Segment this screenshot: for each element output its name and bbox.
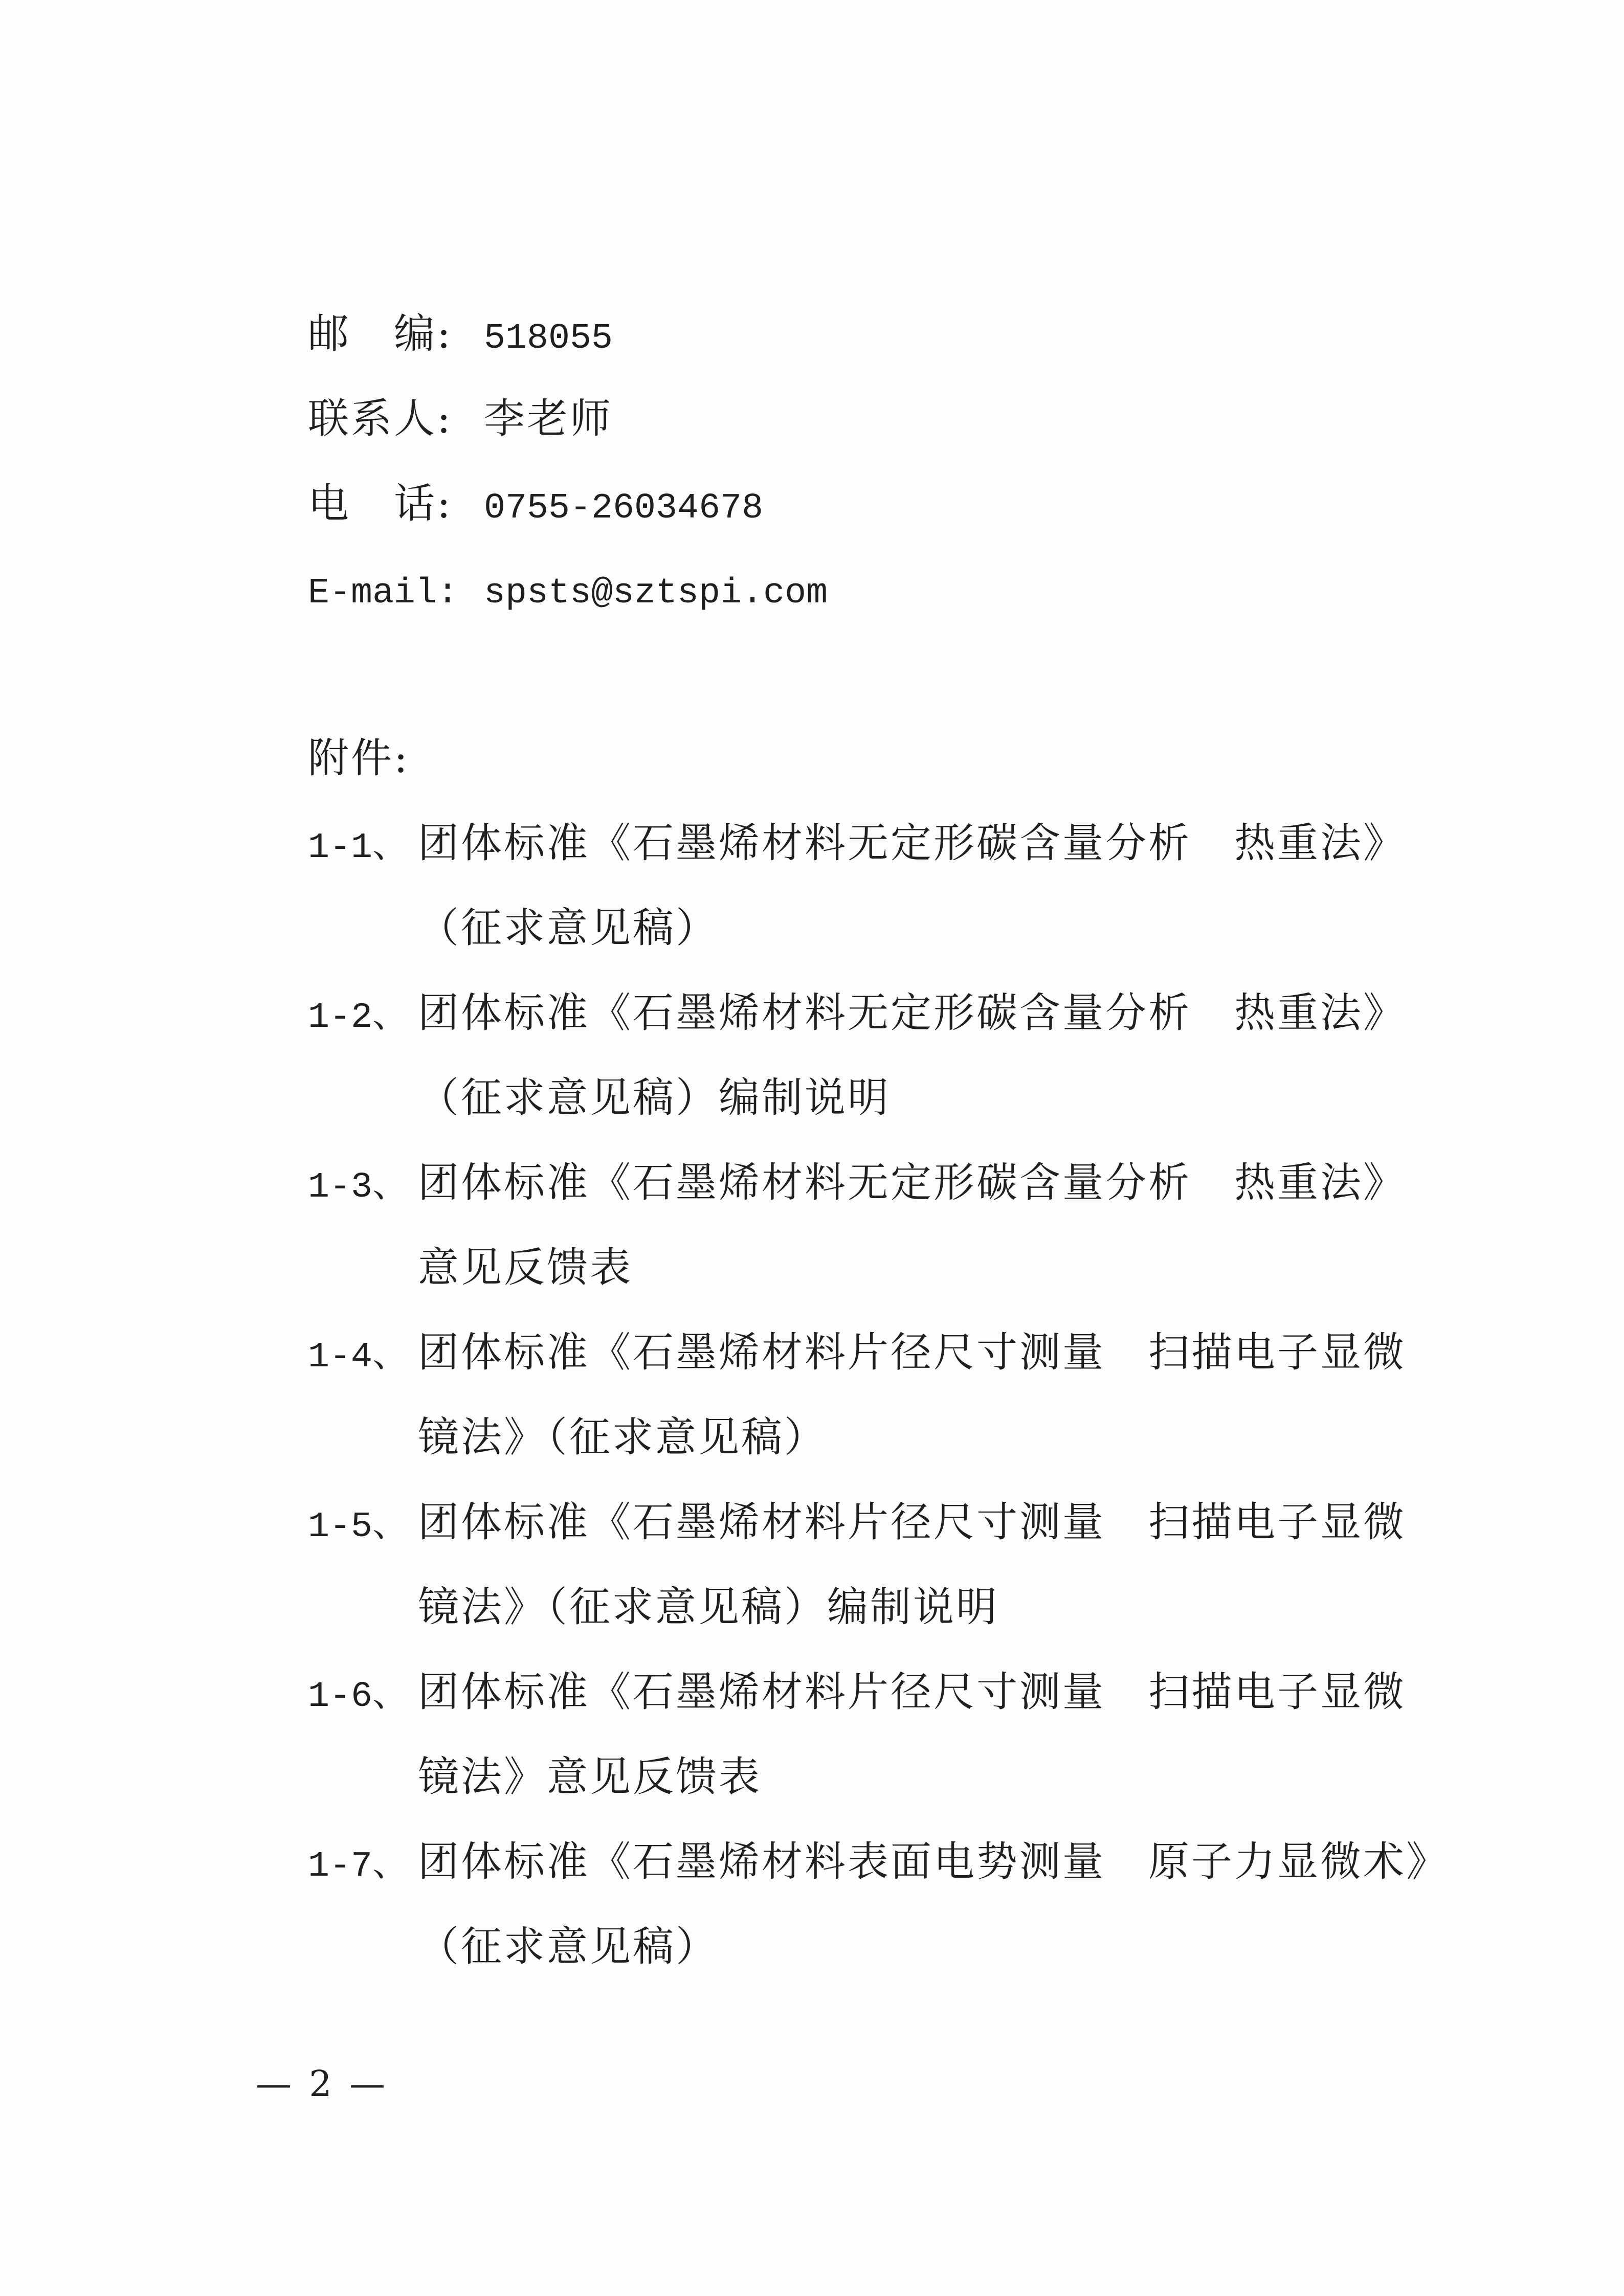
attachment-line-2: （征求意见稿）编制说明 — [418, 1074, 891, 1121]
attachment-line-2: 镜法》（征求意见稿）编制说明 — [418, 1583, 999, 1631]
email-value: spsts@sztspi.com — [484, 573, 828, 614]
attachment-line-2: 镜法》（征求意见稿） — [418, 1413, 827, 1461]
attachment-number: 1-4、 — [308, 1337, 409, 1378]
attachment-line-1 — [308, 1140, 1561, 1225]
contact-person — [308, 376, 1561, 461]
phone-value: 0755-26034678 — [484, 488, 764, 529]
attachment-title: 团体标准《石墨烯材料片径尺寸测量 扫描电子显微 — [418, 1329, 1406, 1376]
attachment-number: 1-1、 — [308, 828, 409, 868]
attachment-title: 团体标准《石墨烯材料片径尺寸测量 扫描电子显微 — [418, 1498, 1406, 1546]
attachment-title: 团体标准《石墨烯材料无定形碳含量分析 热重法》 — [418, 1159, 1406, 1206]
attachment-number: 1-6、 — [308, 1677, 409, 1717]
attachment-line-1 — [308, 1819, 1561, 1904]
section-spacer — [308, 631, 1561, 716]
attachments-heading: 附件: — [308, 734, 410, 782]
attachment-item-1-5 — [308, 1480, 1561, 1650]
postcode-value: 518055 — [484, 319, 613, 359]
contact-person-label: 联系人: — [308, 395, 453, 442]
attachment-title: 团体标准《石墨烯材料无定形碳含量分析 热重法》 — [418, 989, 1406, 1037]
attachment-item-1-3 — [308, 1140, 1561, 1310]
attachment-line-2: 镜法》意见反馈表 — [418, 1753, 762, 1800]
contact-person-value: 李老师 — [484, 395, 613, 442]
attachment-line-1 — [308, 971, 1561, 1055]
document-body — [308, 291, 1561, 1989]
page-number: — 2 — — [256, 2063, 389, 2105]
email-label: E-mail: — [308, 573, 459, 614]
attachment-number: 1-3、 — [308, 1167, 409, 1208]
attachment-line-2: （征求意见稿） — [418, 904, 719, 952]
contact-email — [308, 546, 1561, 631]
postcode-label: 邮 编: — [308, 310, 453, 357]
attachment-title: 团体标准《石墨烯材料表面电势测量 原子力显微术》 — [418, 1838, 1449, 1885]
contact-postcode — [308, 291, 1561, 376]
attachment-number: 1-2、 — [308, 998, 409, 1038]
attachment-title: 团体标准《石墨烯材料片径尺寸测量 扫描电子显微 — [418, 1668, 1406, 1716]
attachment-line-1 — [308, 801, 1561, 886]
attachment-line-1 — [308, 1310, 1561, 1395]
attachment-line-1 — [308, 1650, 1561, 1735]
attachment-item-1-6 — [308, 1650, 1561, 1819]
phone-label: 电 话: — [308, 480, 453, 527]
attachment-item-1-7 — [308, 1819, 1561, 1989]
attachment-item-1-4 — [308, 1310, 1561, 1480]
contact-phone — [308, 461, 1561, 546]
attachment-item-1-2 — [308, 971, 1561, 1140]
attachment-title: 团体标准《石墨烯材料无定形碳含量分析 热重法》 — [418, 819, 1406, 867]
attachment-line-1 — [308, 1480, 1561, 1565]
attachment-item-1-1 — [308, 801, 1561, 971]
attachment-line-2: （征求意见稿） — [418, 1923, 719, 1970]
attachment-line-2: 意见反馈表 — [418, 1244, 633, 1291]
attachment-number: 1-5、 — [308, 1507, 409, 1547]
attachment-number: 1-7、 — [308, 1847, 409, 1887]
